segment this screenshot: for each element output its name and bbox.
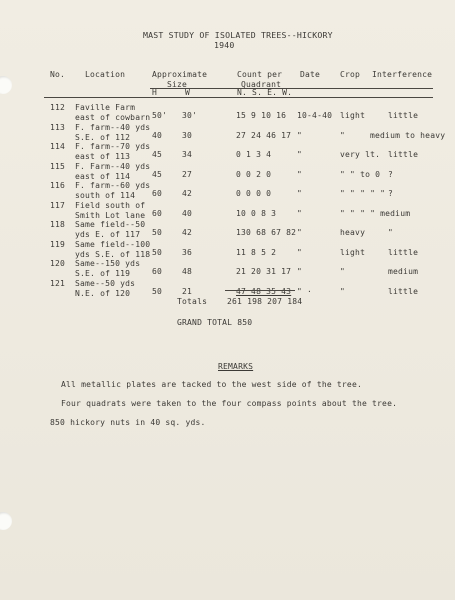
row-119-h: 50 <box>152 247 163 257</box>
row-120-loc2: S.E. of 119 <box>75 269 131 278</box>
row-117-crop: " " " " medium <box>340 208 411 218</box>
row-115-w: 27 <box>182 169 193 179</box>
row-112-crop: light <box>340 111 366 120</box>
row-114-crop: very lt. <box>340 150 381 159</box>
row-119-loc1: Same field--100 <box>75 239 151 249</box>
row-121-crop: " <box>340 286 346 296</box>
row-112-loc1: Faville Farm <box>75 103 136 112</box>
row-117-loc2: Smith Lot lane <box>75 210 146 220</box>
row-118-date: " <box>297 228 303 237</box>
row-118-h: 50 <box>152 228 163 237</box>
row-117-loc1: Field south of <box>75 200 146 210</box>
row-114-loc1: F. farm--70 yds <box>75 142 151 151</box>
row-115-count: 0 0 2 0 <box>236 169 272 179</box>
row-114-interference: little <box>388 150 419 159</box>
row-112-count: 15 9 10 16 <box>236 111 287 120</box>
row-115-date: " <box>297 169 303 179</box>
row-119-no: 119 <box>50 239 66 249</box>
row-120-count: 21 20 31 17 <box>236 267 292 276</box>
row-116-h: 60 <box>152 189 163 198</box>
row-121-date: " · <box>297 286 313 296</box>
subheader-nsew: N. S. E. W. <box>237 88 293 97</box>
row-120-interference: medium <box>388 267 419 276</box>
row-113-count: 27 24 46 17 <box>236 130 292 140</box>
header-rule-bottom <box>44 97 433 98</box>
row-116-date: " <box>297 189 303 198</box>
totals-values: 261 198 207 184 <box>227 297 303 306</box>
row-120-date: " <box>297 267 303 276</box>
row-121-w: 21 <box>182 286 193 296</box>
row-121-interference: little <box>388 286 419 296</box>
remarks-line-2: Four quadrats were taken to the four compass points about the tree. <box>61 399 398 408</box>
row-113-loc2: S.E. of 112 <box>75 132 131 142</box>
row-114-count: 0 1 3 4 <box>236 150 272 159</box>
row-115-h: 45 <box>152 169 163 179</box>
row-120-w: 48 <box>182 267 193 276</box>
document-title: MAST STUDY OF ISOLATED TREES--HICKORY <box>143 30 333 40</box>
row-113-date: " <box>297 130 303 140</box>
row-112-interference: little <box>388 111 419 120</box>
row-114-no: 114 <box>50 142 66 151</box>
row-121-loc1: Same--50 yds <box>75 278 136 288</box>
row-121-h: 50 <box>152 286 163 296</box>
row-117-count: 10 0 8 3 <box>236 208 277 218</box>
row-112-no: 112 <box>50 103 66 112</box>
col-header-count-1: Count per <box>237 70 283 79</box>
row-117-no: 117 <box>50 200 66 210</box>
col-header-no: No. <box>50 70 66 79</box>
grand-total: GRAND TOTAL 850 <box>177 318 253 327</box>
row-113-crop: " <box>340 130 346 140</box>
row-121-no: 121 <box>50 278 66 288</box>
row-119-interference: little <box>388 247 419 257</box>
punch-hole-bottom <box>0 512 12 530</box>
row-120-no: 120 <box>50 259 66 268</box>
row-120-crop: " <box>340 267 346 276</box>
row-121-count: 47 48 35 43 <box>236 286 292 296</box>
row-112-w: 30' <box>182 111 198 120</box>
row-115-crop: " " to 0 <box>340 169 381 179</box>
col-header-location: Location <box>85 70 126 79</box>
row-115-loc2: east of 114 <box>75 171 131 181</box>
row-118-loc1: Same field--50 <box>75 220 146 229</box>
row-112-date: 10-4-40 <box>297 111 333 120</box>
row-118-no: 118 <box>50 220 66 229</box>
row-117-date: " <box>297 208 303 218</box>
row-113-interference: medium to heavy <box>370 130 446 140</box>
row-118-interference: " <box>388 228 394 237</box>
row-114-date: " <box>297 150 303 159</box>
row-116-w: 42 <box>182 189 193 198</box>
row-118-loc2: yds E. of 117 <box>75 230 141 239</box>
remarks-line-3: 850 hickory nuts in 40 sq. yds. <box>50 418 206 427</box>
row-116-no: 116 <box>50 181 66 190</box>
row-116-count: 0 0 0 0 <box>236 189 272 198</box>
row-113-loc1: F. farm--40 yds <box>75 122 151 132</box>
row-116-interference: ? <box>388 189 394 198</box>
row-116-loc1: F. farm--60 yds <box>75 181 151 190</box>
row-115-interference: ? <box>388 169 394 179</box>
row-118-crop: heavy <box>340 228 366 237</box>
row-119-w: 36 <box>182 247 193 257</box>
punch-hole-top <box>0 76 12 94</box>
row-116-loc2: south of 114 <box>75 191 136 200</box>
col-header-date: Date <box>300 70 321 79</box>
remarks-heading: REMARKS <box>218 362 254 371</box>
row-118-count: 130 68 67 82 <box>236 228 297 237</box>
row-114-h: 45 <box>152 150 163 159</box>
row-112-loc2: east of cowbarn <box>75 113 151 122</box>
row-114-w: 34 <box>182 150 193 159</box>
row-113-no: 113 <box>50 122 66 132</box>
row-119-crop: light <box>340 247 366 257</box>
remarks-line-1: All metallic plates are tacked to the west side of the tree. <box>61 380 362 389</box>
row-119-loc2: yds S.E. of 118 <box>75 249 151 259</box>
col-header-crop: Crop <box>340 70 361 79</box>
row-120-loc1: Same--150 yds <box>75 259 141 268</box>
totals-label: Totals <box>177 297 208 306</box>
totals-rule <box>225 290 295 291</box>
col-header-count-2: Quadrant <box>241 80 282 89</box>
subheader-w: W <box>185 88 191 97</box>
row-121-loc2: N.E. of 120 <box>75 288 131 298</box>
document-year: 1940 <box>214 40 235 50</box>
col-header-size-1: Approximate <box>152 70 208 79</box>
col-header-size-2: Size <box>167 80 188 89</box>
row-117-w: 40 <box>182 208 193 218</box>
row-115-no: 115 <box>50 161 66 171</box>
row-120-h: 60 <box>152 267 163 276</box>
row-115-loc1: F. Farm--40 yds <box>75 161 151 171</box>
row-113-w: 30 <box>182 130 193 140</box>
row-113-h: 40 <box>152 130 163 140</box>
row-118-w: 42 <box>182 228 193 237</box>
row-117-h: 60 <box>152 208 163 218</box>
subheader-h: H <box>152 88 158 97</box>
row-119-count: 11 8 5 2 <box>236 247 277 257</box>
row-119-date: " <box>297 247 303 257</box>
col-header-interference: Interference <box>372 70 433 79</box>
row-116-crop: " " " " " <box>340 189 386 198</box>
row-114-loc2: east of 113 <box>75 152 131 161</box>
row-112-h: 50' <box>152 111 168 120</box>
